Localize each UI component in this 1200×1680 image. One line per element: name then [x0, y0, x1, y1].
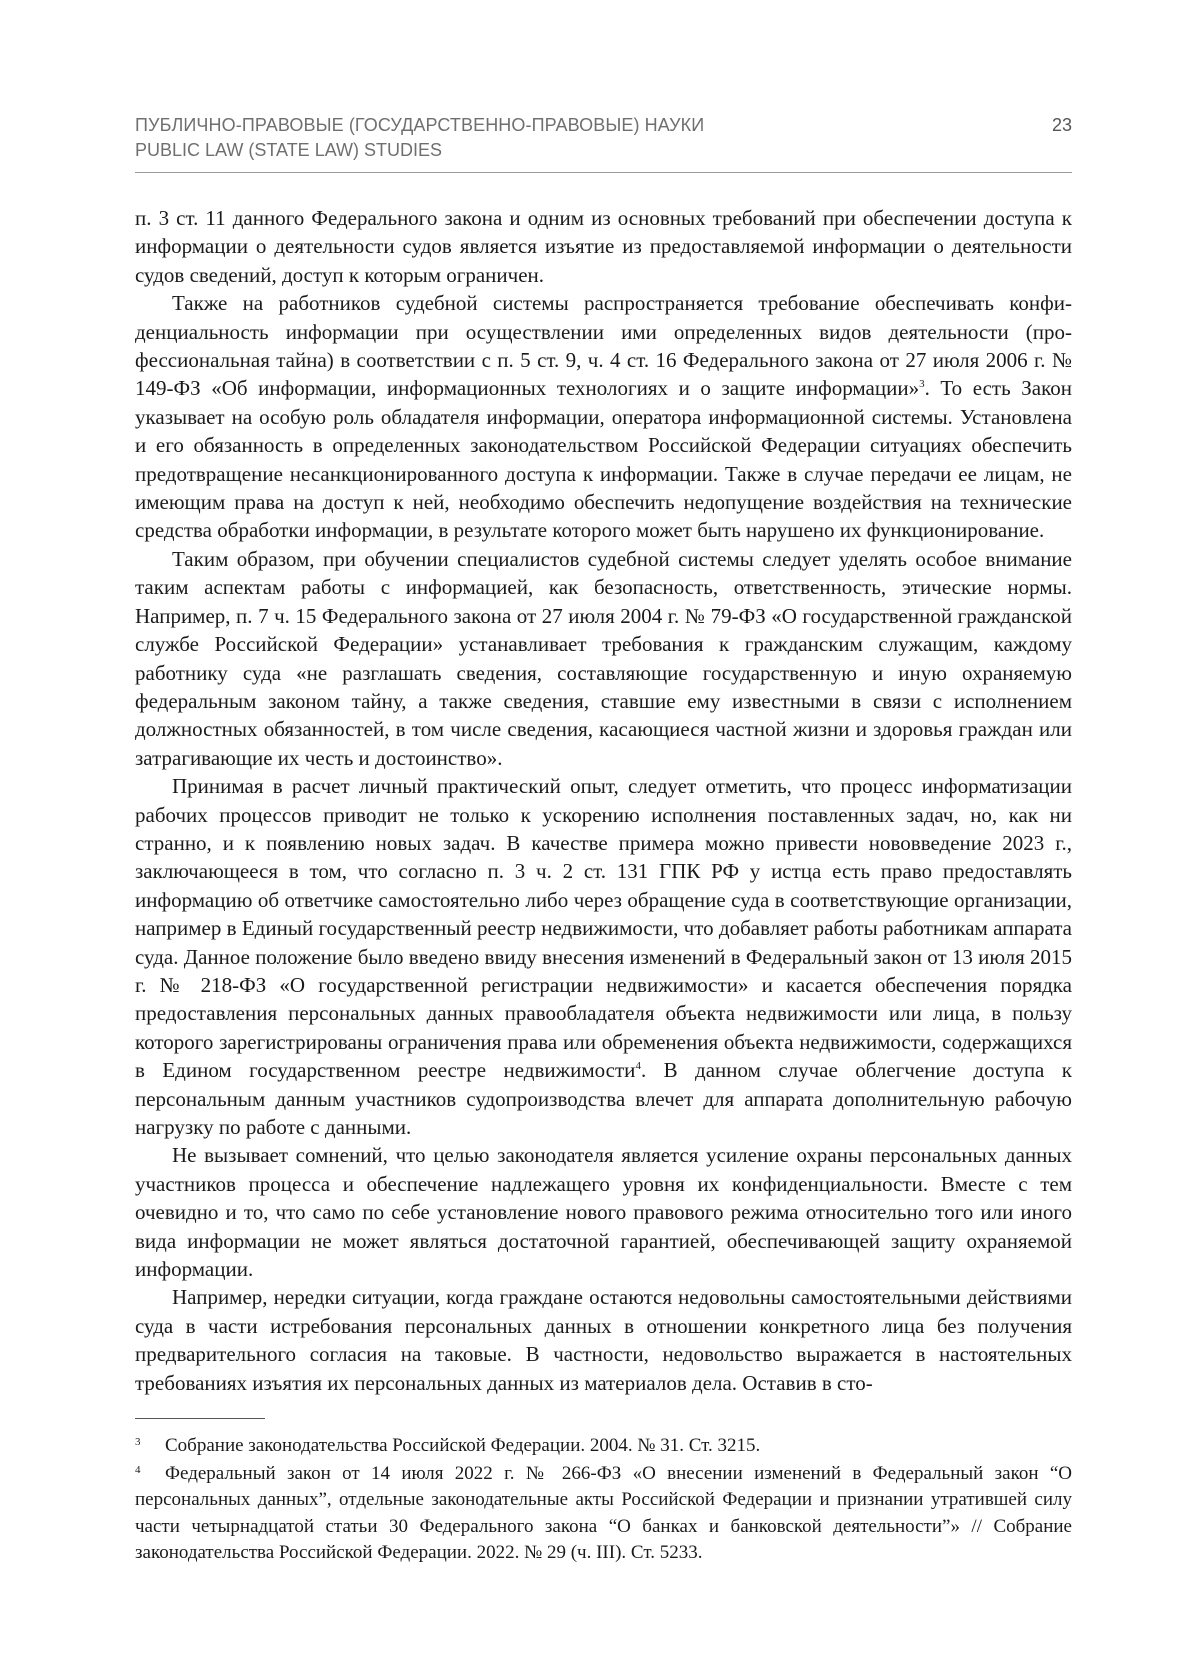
- paragraph-2-part-b: . То есть Закон указывает на особую роль обладателя информации, оператора информационной системы. Установлена и его обязанность в определенных законодательством Российской Федерации ситуациях обеспечить предотвращение несанкционированного доступа к информации. Также в случае передачи ее лицам, не имеющим права на доступ к ней, необходимо обеспечить недопущение воздействия на технические средства обработки информации, в результате которого может быть нарушено их функционирование.: [135, 376, 1072, 543]
- header-divider: [135, 172, 1072, 173]
- paragraph-4-part-a: Принимая в расчет личный практический опыт, следует отметить, что процесс информатизации рабочих процессов приводит не только к ускорению исполнения поставленных задач, но, как ни странно, и к появлению новых задач. В качестве примера можно привести нововведение 2023 г., заключающееся в том, что согласно п. 3 ч. 2 ст. 131 ГПК РФ у истца есть право предоставлять информацию об ответчике самостоятельно либо через обращение суда в соответствующие организации, например в Единый государственный реестр недвижимости, что добавляет работы работникам аппарата суда. Данное положение было введено ввиду внесения изменений в Федеральный закон от 13 июля 2015 г. № 218-ФЗ «О государственной регистрации недвижимости» и касается обеспечения порядка предоставления персональных данных правообладателя объекта недвижимости или лица, в пользу которого зарегистрированы ограничения права или обременения объекта недвижимости, содержащихся в Едином государственном реестре недвижимости: [135, 774, 1072, 1083]
- footnote-3: [135, 1433, 1072, 1460]
- paragraph-4-part-b: . В данном случае облегчение доступа к персональным данным участников судопроизводства влечет для аппарата дополнительную рабочую нагрузку по работе с данными.: [135, 1058, 1072, 1139]
- paragraph-5: Не вызывает сомнений, что целью законодателя является усиление охраны персональных данных участников процесса и обеспечение надлежащего уровня их конфиденциальности. Вместе с тем очевидно и то, что само по себе установление нового правового режима относительно того или иного вида информации не может являться достаточной гарантией, обеспечивающей защиту охраняемой информации.: [135, 1143, 1072, 1282]
- footnote-4: [135, 1461, 1072, 1567]
- paragraph-2: [135, 289, 1072, 545]
- footnotes: [135, 1433, 1072, 1568]
- article-body: [135, 204, 1072, 1397]
- footnote-mark: 4: [135, 1463, 141, 1476]
- paragraph-6: Например, нередки ситуации, когда граждане остаются недовольны самостоятельными действиями суда в части истребования персональных данных в отношении конкретного лица без получения предварительного согласия на таковые. В частности, недовольство выражается в настоятельных требованиях изъятия их персональных данных из материалов дела. Оставив в сто-: [135, 1285, 1072, 1395]
- footnote-mark: 3: [135, 1436, 141, 1448]
- section-title-ru: ПУБЛИЧНО-ПРАВОВЫЕ (ГОСУДАРСТВЕННО-ПРАВОВЫЕ) НАУКИ: [135, 115, 705, 135]
- page-number: 23: [1051, 115, 1072, 135]
- paragraph-3: Таким образом, при обучении специалистов судебной системы следует уделять особое внимание таким аспектам работы с информацией, как безопасность, ответственность, этические нормы. Например, п. 7 ч. 15 Федерального закона от 27 июля 2004 г. № 79-ФЗ «О государственной гражданской службе Российской Федерации» устанавливает требования к гражданским служащим, каждому работнику суда «не разглашать сведения, составляющие государственную и иную охраняемую федеральным законом тайну, а также сведения, ставшие ему известными в связи с исполнением должностных обязанностей, в том числе сведения, касающиеся частной жизни и здоровья граждан или затрагивающие их честь и достоинство».: [135, 546, 1072, 770]
- footnote-text: Федеральный закон от 14 июля 2022 г. № 266-ФЗ «О внесении изменений в Федеральный закон “О персональных данных”, отдельные законодательные акты Российской Федерации и признании утратившей силу части четырнадцатой статьи 30 Федерального закона “О банках и банковской деятельности”» // Собрание законодательства Российской Федерации. 2022. № 29 (ч. III). Ст. 5233.: [135, 1462, 1072, 1563]
- paragraph-1: п. 3 ст. 11 данного Федерального закона и одним из основных требований при обеспечении доступа к информации о деятельности судов является изъятие из предоставляемой информации о деятельности судов сведений, доступ к которым ограничен.: [135, 206, 1072, 287]
- paragraph-2-part-a: Также на работников судебной системы распространяется требование обеспечивать конфиденциальность информации при осуществлении ими определенных видов деятельности (профессиональная тайна) в соответствии с п. 5 ст. 9, ч. 4 ст. 16 Федерального закона от 27 июля 2006 г. № 149-ФЗ «Об информации, информационных технологиях и о защите информации»: [135, 291, 1072, 401]
- section-title-en: PUBLIC LAW (STATE LAW) STUDIES: [135, 140, 443, 160]
- footnote-divider: [135, 1418, 265, 1419]
- running-header: [135, 112, 1072, 164]
- footnote-ref-3[interactable]: 3: [919, 378, 925, 391]
- footnote-ref-4[interactable]: 4: [635, 1060, 641, 1073]
- paragraph-4: [135, 772, 1072, 1141]
- footnote-text: Собрание законодательства Российской Федерации. 2004. № 31. Ст. 3215.: [165, 1435, 761, 1456]
